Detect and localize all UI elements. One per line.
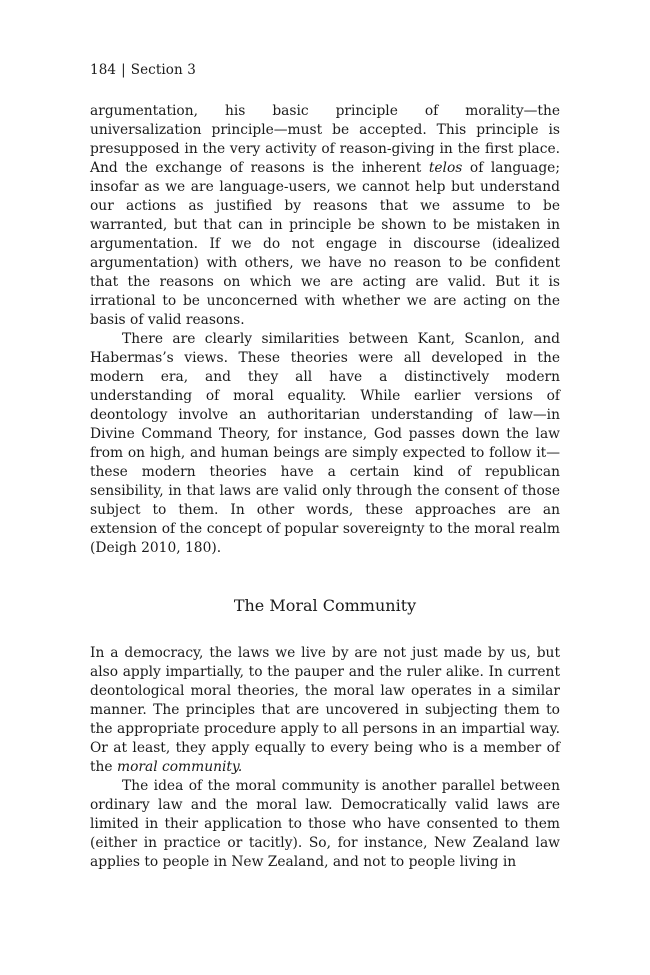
section-heading: The Moral Community [233, 596, 417, 615]
paragraph-4: The idea of the moral community is another parallel between ordinary law and the moral law. Democratically valid laws are limited in their application to those who have consented to them (either in practice or tacitly). So, for instance, New Zealand law applies to people in New Zealand, and not to people living in [90, 778, 560, 870]
header-separator: | [121, 62, 126, 78]
paragraph-1-emphasis: telos [428, 160, 463, 176]
paragraph-3-text-a: In a democracy, the laws we live by are not just made by us, but also apply impartially, to the pauper and the ruler alike. In current deontological moral theories, the moral law operates in a similar manner. The principles that are uncovered in subjecting them to the appropriate procedure apply to all persons in an impartial way. Or at least, they apply equally to every being who is a member of the [90, 645, 560, 775]
book-page [90, 60, 560, 872]
paragraph-2: There are clearly similarities between Kant, Scanlon, and Habermas’s views. These theories were all developed in the modern era, and they all have a distinctively modern understanding of moral equality. While earlier versions of deontology involve an authoritarian understanding of law—in Divine Command Theory, for instance, God passes down the law from on high, and human beings are simply expected to follow it—these modern theories have a certain kind of republican sensibility, in that laws are valid only through the consent of those subject to them. In other words, these approaches are an extension of the concept of popular sovereignty to the moral realm (Deigh 2010, 180). [90, 331, 560, 556]
section-title: Section 3 [130, 62, 196, 78]
paragraph-3-emphasis: moral community. [116, 759, 243, 775]
paragraph-1-text-a: argumentation, his basic principle of morality—the universalization principle—must be accepted. This principle is presupposed in the very activity of reason-giving in the first place. And the exchange of reasons is the inherent [90, 103, 560, 176]
paragraph-1-text-b: of language; insofar as we are language-users, we cannot help but understand our actions as justified by reasons that we assume to be warranted, but that can in principle be shown to be mistaken in argumentation. If we do not engage in discourse (idealized argumentation) with others, we have no reason to be confident that the reasons on which we are acting are valid. But it is irrational to be unconcerned with whether we are acting on the basis of valid reasons. [90, 160, 560, 328]
paragraph-1 [90, 102, 560, 330]
running-head [90, 60, 560, 80]
page-number: 184 [90, 62, 117, 78]
paragraph-3 [90, 644, 560, 777]
